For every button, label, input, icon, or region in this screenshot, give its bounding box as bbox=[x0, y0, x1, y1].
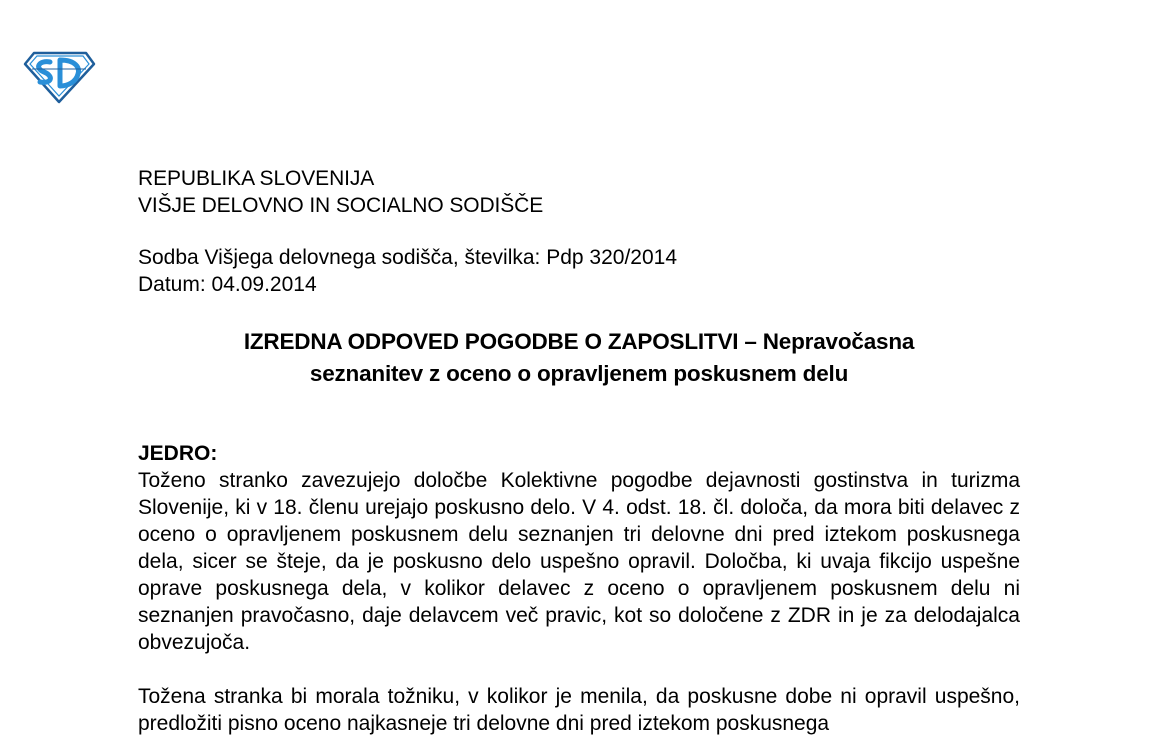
section-label-jedro: JEDRO: bbox=[138, 442, 218, 465]
title-line-2: seznanitev z oceno o opravljenem poskusnem delu bbox=[309, 361, 849, 386]
title-line-1: IZREDNA ODPOVED POGODBE O ZAPOSLITVI – Nepravočasna bbox=[243, 329, 915, 354]
court-emblem-icon bbox=[22, 50, 96, 104]
header-republic: REPUBLIKA SLOVENIJA bbox=[138, 167, 375, 190]
paragraph-1: Toženo stranko zavezujejo določbe Kolektivne pogodbe dejavnosti gostinstva in turizma Slovenije, ki v 18. členu urejajo poskusno delo. V 4. odst. 18. čl. določa, da mora biti delavec z oceno o opravljenem poskusnem delu seznanjen tri delovne dni pred iztekom poskusnega dela, sicer se šteje, da je poskusno delo uspešno opravil. Določba, ki uvaja fikcijo uspešne oprave poskusnega dela, v kolikor delavec z oceno o opravljenem poskusnem delu ni seznanjen pravočasno, daje delavcem več pravic, kot so določene z ZDR in je za delodajalca obvezujoča. bbox=[138, 469, 1020, 654]
court-header bbox=[138, 165, 543, 219]
document-title bbox=[138, 326, 1020, 390]
case-date: Datum: 04.09.2014 bbox=[138, 273, 317, 296]
document-body bbox=[138, 440, 1020, 737]
case-number: Sodba Višjega delovnega sodišča, številka: Pdp 320/2014 bbox=[138, 246, 677, 269]
case-meta bbox=[138, 244, 677, 298]
header-court-name: VIŠJE DELOVNO IN SOCIALNO SODIŠČE bbox=[138, 194, 544, 217]
paragraph-2: Tožena stranka bi morala tožniku, v kolikor je menila, da poskusne dobe ni opravil uspešno, predložiti pisno oceno najkasneje tri delovne dni pred iztekom poskusnega bbox=[138, 685, 1020, 735]
